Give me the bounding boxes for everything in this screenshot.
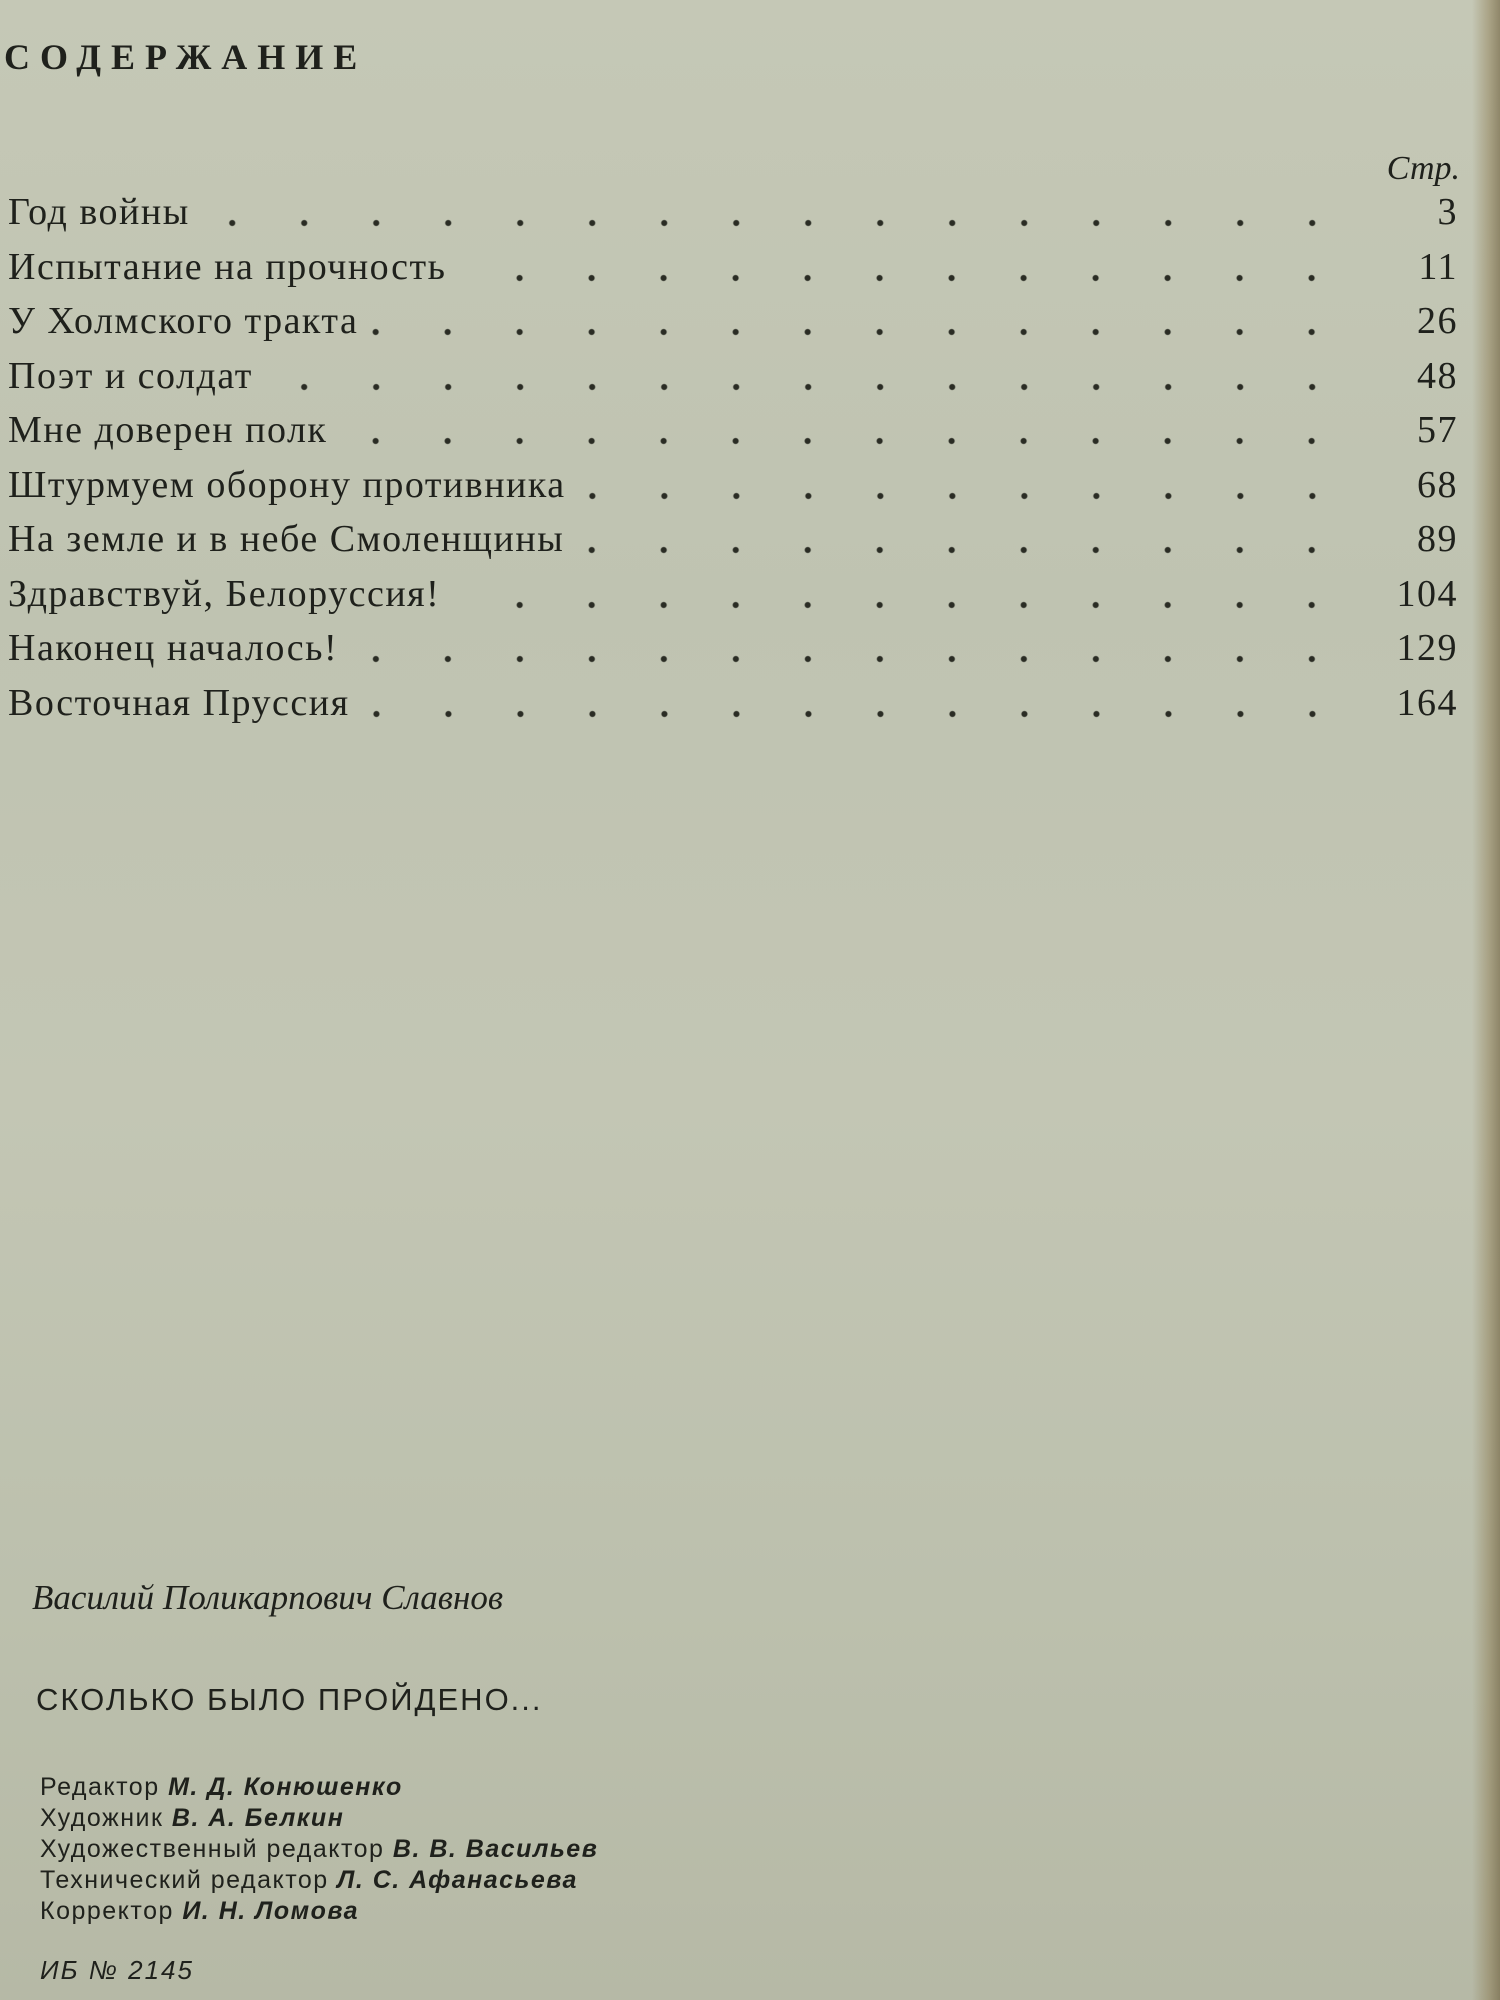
toc-item: [8, 245, 1458, 300]
toc-item: [8, 408, 1458, 463]
toc-leader-dots: [578, 545, 1348, 555]
toc-item-page: 57: [1417, 409, 1458, 451]
credit-line: [40, 1896, 598, 1927]
toc-item: [8, 517, 1458, 572]
credit-name: И. Н. Ломова: [182, 1897, 360, 1925]
toc-leader-dots: [352, 654, 1348, 664]
credit-name: В. А. Белкин: [171, 1804, 345, 1832]
credit-line: [40, 1772, 598, 1803]
toc-leader-dots: [454, 600, 1348, 610]
toc-item-title: Испытание на прочность: [8, 245, 447, 288]
toc-list: [8, 190, 1458, 735]
toc-item-title: Мне доверен полк: [8, 409, 328, 451]
toc-item-page: 68: [1417, 463, 1458, 506]
toc-item-page: 26: [1417, 300, 1458, 342]
page-column-label: Стр.: [1386, 150, 1460, 187]
toc-leader-dots: [364, 709, 1348, 719]
toc-item-title: Поэт и солдат: [8, 354, 253, 397]
credit-name: В. В. Васильев: [392, 1835, 599, 1863]
credit-line: [40, 1803, 598, 1834]
credit-line: [40, 1865, 598, 1896]
toc-leader-dots: [580, 491, 1348, 501]
toc-item: [8, 299, 1458, 354]
toc-item-title: У Холмского тракта: [8, 300, 359, 342]
toc-item-page: 48: [1417, 354, 1458, 397]
toc-item-page: 3: [1437, 191, 1458, 233]
toc-item: [8, 572, 1458, 627]
toc-heading: СОДЕРЖАНИЕ: [4, 37, 368, 77]
credit-role: Редактор: [40, 1773, 160, 1801]
credit-name: Л. С. Афанасьева: [337, 1866, 578, 1894]
toc-item: [8, 190, 1458, 245]
toc-item-title: Наконец началось!: [8, 627, 339, 669]
toc-item-page: 104: [1396, 572, 1458, 615]
toc-item-title: Год войны: [8, 191, 190, 233]
toc-item-page: 11: [1418, 245, 1458, 288]
toc-item-title: Здравствуй, Белоруссия!: [8, 572, 441, 615]
toc-item-page: 89: [1417, 518, 1458, 560]
toc-item-page: 129: [1396, 627, 1458, 669]
toc-leader-dots: [372, 327, 1348, 337]
page-edge-shadow: [1472, 0, 1500, 2000]
toc-leader-dots: [460, 273, 1348, 283]
toc-leader-dots: [204, 218, 1348, 228]
toc-item-title: На земле и в небе Смоленщины: [8, 518, 565, 560]
ib-number: ИБ № 2145: [40, 1955, 194, 1985]
credits-block: [40, 1772, 598, 1927]
toc-item: [8, 681, 1458, 736]
author-name: Василий Поликарпович Славнов: [32, 1578, 504, 1617]
credit-role: Технический редактор: [40, 1866, 329, 1894]
credit-name: М. Д. Конюшенко: [168, 1773, 403, 1801]
toc-item-title: Штурмуем оборону противника: [8, 463, 566, 506]
toc-item-page: 164: [1396, 681, 1458, 724]
book-title: СКОЛЬКО БЫЛО ПРОЙДЕНО...: [36, 1682, 543, 1717]
toc-leader-dots: [267, 382, 1348, 392]
toc-item-title: Восточная Пруссия: [8, 681, 350, 724]
credit-role: Корректор: [40, 1897, 174, 1925]
credit-role: Художественный редактор: [40, 1835, 385, 1863]
credit-role: Художник: [40, 1804, 164, 1832]
credit-line: [40, 1834, 598, 1865]
toc-item: [8, 354, 1458, 409]
toc-leader-dots: [341, 436, 1348, 446]
toc-item: [8, 626, 1458, 681]
toc-item: [8, 463, 1458, 518]
